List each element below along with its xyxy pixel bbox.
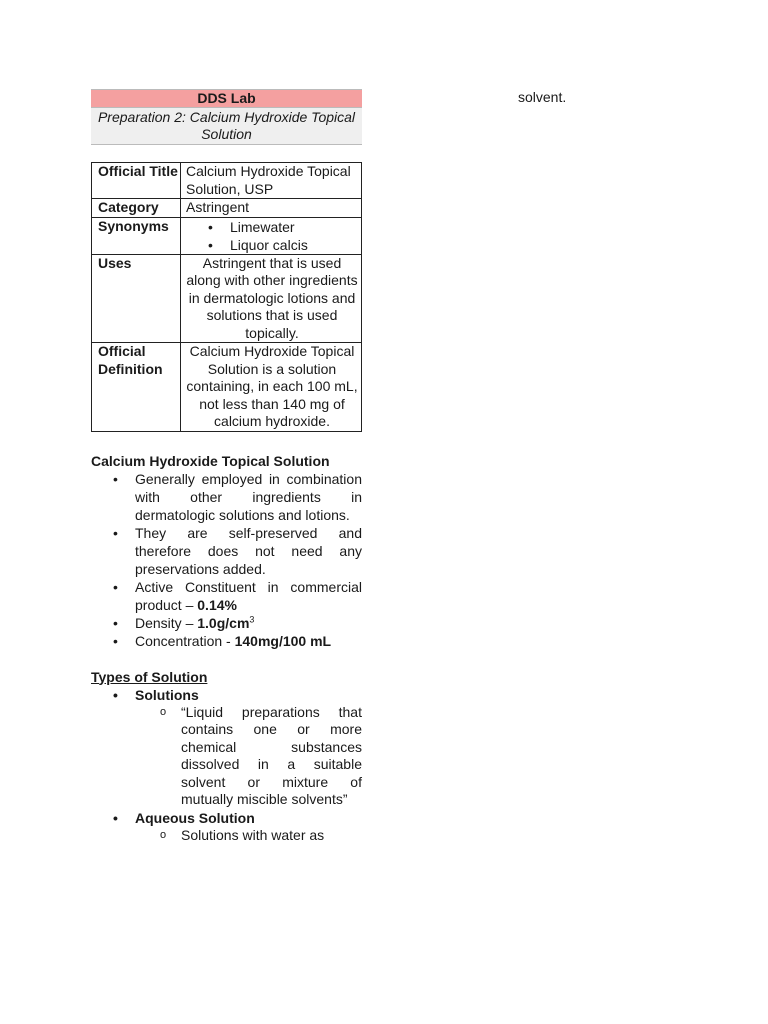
preparation-subtitle: Preparation 2: Calcium Hydroxide Topical Solution [91, 108, 362, 144]
definition-value: Calcium Hydroxide Topical Solution is a solution containing, in each 100 mL, not less than 140 mg of calcium hydroxide. [181, 343, 362, 432]
right-column-text: solvent. [518, 89, 567, 105]
density-text: Density – [135, 614, 198, 631]
density-exponent: 3 [249, 613, 255, 624]
active-constituent-value: 0.14% [197, 596, 237, 613]
section-heading: Calcium Hydroxide Topical Solution [91, 452, 330, 469]
category-value: Astringent [181, 199, 362, 218]
list-item [91, 578, 362, 614]
list-item [91, 809, 362, 845]
list-item: • Liquor calcis [186, 236, 358, 254]
active-constituent-text: Active Constituent in commercial product – [135, 578, 362, 613]
list-item: • Generally employed in combination with other ingredients in dermatologic solutions and lotions. [91, 470, 362, 524]
aqueous-solution-label: Aqueous Solution [135, 809, 255, 826]
list-item [91, 686, 362, 809]
lab-title: DDS Lab [91, 90, 362, 108]
official-title-value: Calcium Hydroxide Topical Solution, USP [181, 163, 362, 199]
sub-list [135, 704, 362, 809]
list-item [91, 632, 362, 650]
official-title-label: Official Title [92, 163, 181, 199]
definition-label: Official Definition [92, 343, 181, 432]
list-item: o “Liquid preparations that contains one or more chemical substances dissolved in a suitable solvent or mixture of mutually miscible solvents” [135, 704, 362, 809]
calcium-hydroxide-section [91, 452, 362, 650]
properties-list [91, 470, 362, 650]
density-value: 1.0g/cm [197, 614, 250, 631]
table-row [92, 217, 362, 254]
section-heading: Types of Solution [91, 668, 208, 685]
left-column [91, 89, 362, 844]
table-row [92, 199, 362, 218]
synonyms-value [181, 217, 362, 254]
concentration-text: Concentration - [135, 632, 235, 649]
uses-label: Uses [92, 254, 181, 343]
list-item [91, 614, 362, 632]
synonyms-list [186, 218, 358, 254]
table-row [92, 343, 362, 432]
document-header [91, 89, 362, 145]
list-item: • Limewater [186, 218, 358, 236]
solutions-label: Solutions [135, 686, 199, 703]
uses-value: Astringent that is used along with other ingredients in dermatologic lotions and solutions that is used topically. [181, 254, 362, 343]
list-item: • They are self-preserved and therefore does not need any preservations added. [91, 524, 362, 578]
sub-list [135, 827, 362, 845]
synonyms-label: Synonyms [92, 217, 181, 254]
category-label: Category [92, 199, 181, 218]
monograph-table [91, 162, 362, 432]
table-row [92, 163, 362, 199]
list-item: o Solutions with water as [135, 827, 362, 845]
types-of-solution-section [91, 668, 362, 845]
types-list [91, 686, 362, 845]
concentration-value: 140mg/100 mL [234, 632, 332, 649]
table-row [92, 254, 362, 343]
